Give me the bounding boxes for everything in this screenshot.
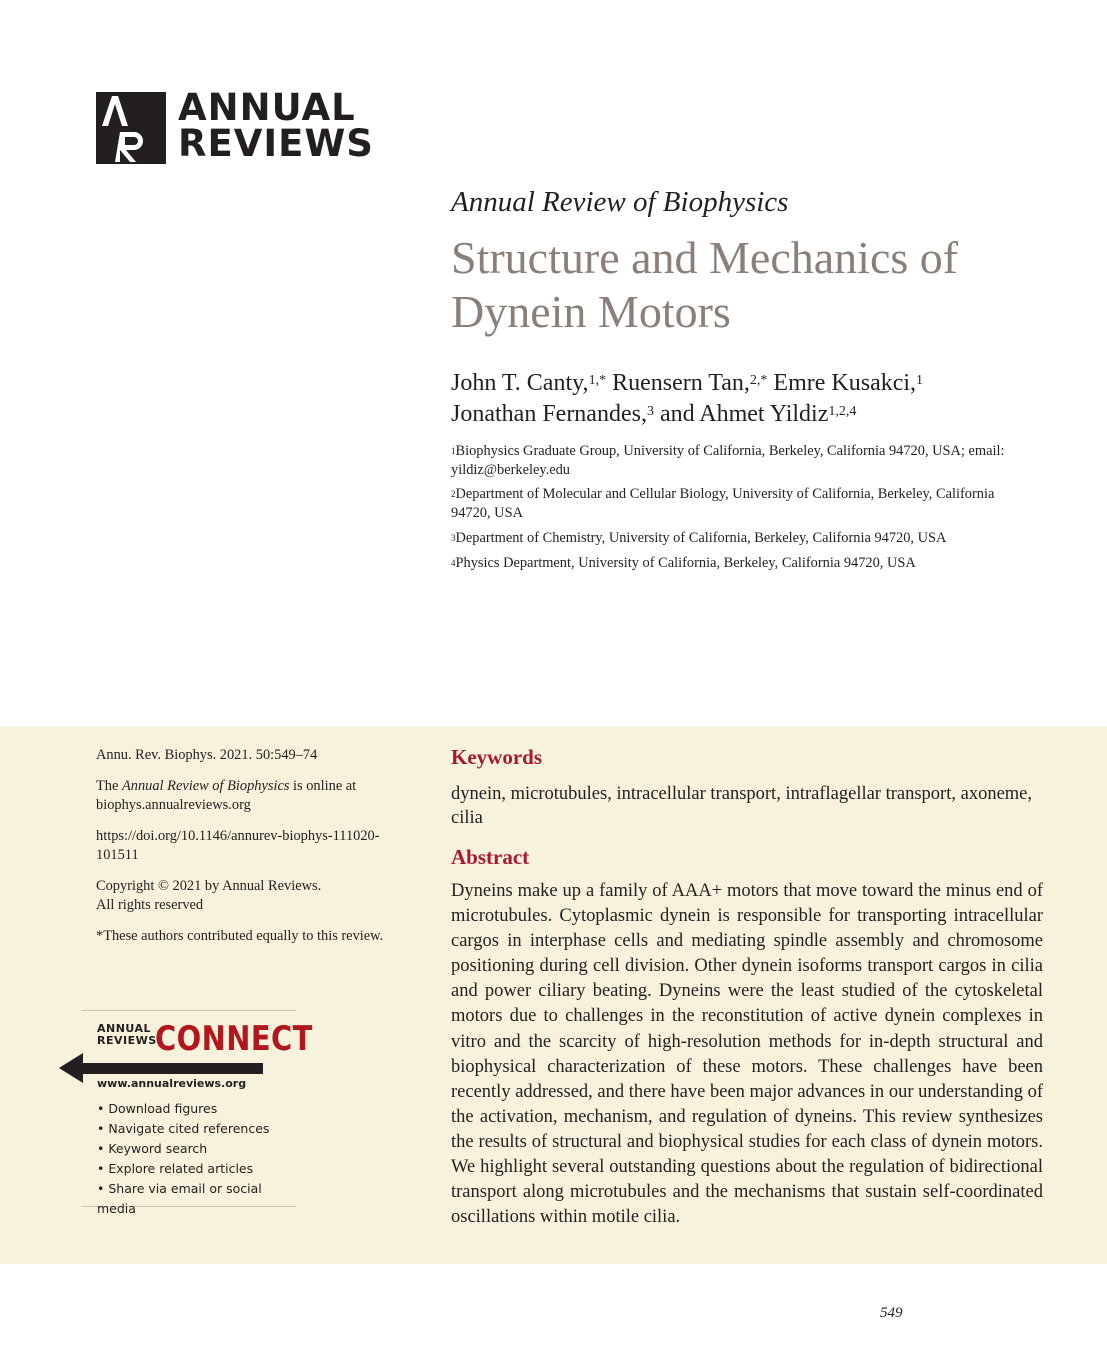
affiliation-text: Physics Department, University of California, Berkeley, California 94720, USA [455, 555, 916, 571]
abstract-text: Dyneins make up a family of AAA+ motors that move toward the minus end of microtubules. Cytoplasmic dynein is responsible for transporting intracellular cargos in interphase cells and mediating spindle assembly and chromosome positioning during cell division. Other dynein isoforms transport cargos in cilia and power ciliary beating. Dyneins were the least studied of the cytoskeletal motors due to challenges in the reconstitution of active dynein complexes in vitro and the scarcity of high-resolution methods for in-depth structural and biophysical characterization of these motors. These challenges have been recently addressed, and there have been major advances in our understanding of the activation, mechanism, and regulation of dyneins. This review synthesizes the results of structural and biophysical studies for each class of dynein motors. We highlight several outstanding questions about the regulation of bidirectional transport along microtubules and the mechanisms that sustain self-coordinated oscillations within motile cilia. [451, 881, 1043, 1228]
logo-line-2: REVIEWS [178, 122, 374, 165]
affiliation-number: 3 [451, 533, 456, 543]
affiliation-1 [451, 442, 1031, 480]
list-item: • Explore related articles [97, 1161, 254, 1176]
online-note [96, 777, 416, 815]
author-line-2 [451, 399, 1071, 430]
journal-url-link[interactable]: biophys.annualreviews.org [96, 797, 251, 813]
copyright-line: Copyright © 2021 by Annual Reviews. [96, 878, 322, 894]
author-affil-marker: 2,* [749, 373, 768, 388]
affiliation-text: Department of Chemistry, University of California, Berkeley, California 94720, USA [455, 530, 947, 546]
affiliation-4 [451, 554, 1031, 573]
online-note-text: is online at [289, 778, 357, 794]
author-affil-marker: 1,* [588, 373, 607, 388]
abstract-heading: Abstract [451, 845, 530, 869]
author-affil-marker: 1,2,4 [828, 404, 857, 419]
author-name: Jonathan Fernandes, [451, 401, 647, 427]
page-number: 549 [880, 1305, 903, 1321]
logo-line-1: ANNUAL [178, 86, 356, 129]
affiliation-text: Biophysics Graduate Group, University of California, Berkeley, California 94720, USA; email: yildiz@berkeley.edu [451, 443, 1005, 478]
logo-wordmark [178, 86, 374, 165]
copyright-line: All rights reserved [96, 897, 204, 913]
keywords-text: dynein, microtubules, intracellular transport, intraflagellar transport, axoneme, cilia [451, 784, 1033, 828]
doi-link[interactable] [96, 827, 416, 865]
annual-reviews-connect-box[interactable] [81, 1010, 313, 1216]
online-note-journal: Annual Review of Biophysics [121, 778, 290, 794]
online-note-text: The [96, 778, 122, 794]
author-name: John T. Canty, [451, 370, 589, 396]
author-list [451, 368, 1071, 430]
list-item: • Keyword search [97, 1141, 208, 1156]
author-line-1 [451, 368, 1071, 399]
list-item: • Download figures [97, 1101, 218, 1116]
author-name: and Ahmet Yildiz [653, 401, 829, 427]
connect-feature-list [97, 1099, 296, 1219]
connect-annual-text: ANNUAL [97, 1022, 152, 1035]
affiliation-3 [451, 529, 1031, 548]
citation: Annu. Rev. Biophys. 2021. 50:549–74 [96, 747, 318, 763]
connect-reviews-text: REVIEWS [97, 1034, 157, 1047]
doi-line: 101511 [96, 847, 139, 863]
connect-logo-small-text [97, 1023, 157, 1047]
list-item: • Navigate cited references [97, 1121, 270, 1136]
journal-name: Annual Review of Biophysics [451, 186, 789, 218]
affiliation-number: 1 [451, 446, 456, 456]
keywords-heading: Keywords [451, 745, 542, 769]
author-name: Ruensern Tan, [606, 370, 750, 396]
author-affil-marker: 1 [916, 373, 924, 388]
equal-contribution-footnote: *These authors contributed equally to this review. [96, 928, 384, 944]
affiliation-text: Department of Molecular and Cellular Biology, University of California, Berkeley, California 94720, USA [451, 486, 995, 521]
ar-monogram-icon [96, 92, 166, 164]
affiliation-number: 4 [451, 558, 456, 568]
article-title: Structure and Mechanics of Dynein Motors [451, 232, 959, 337]
list-item: • Share via email or social media [97, 1181, 262, 1216]
connect-wordmark: CONNECT [155, 1019, 313, 1059]
doi-line: https://doi.org/10.1146/annurev-biophys-111020- [96, 828, 380, 844]
connect-url-link[interactable]: www.annualreviews.org [97, 1077, 247, 1090]
annual-reviews-logo [96, 86, 376, 166]
affiliation-number: 2 [451, 489, 456, 499]
author-name: Emre Kusakci, [767, 370, 917, 396]
copyright [96, 877, 416, 915]
author-affil-marker: 3 [646, 404, 654, 419]
affiliation-2 [451, 485, 1031, 523]
